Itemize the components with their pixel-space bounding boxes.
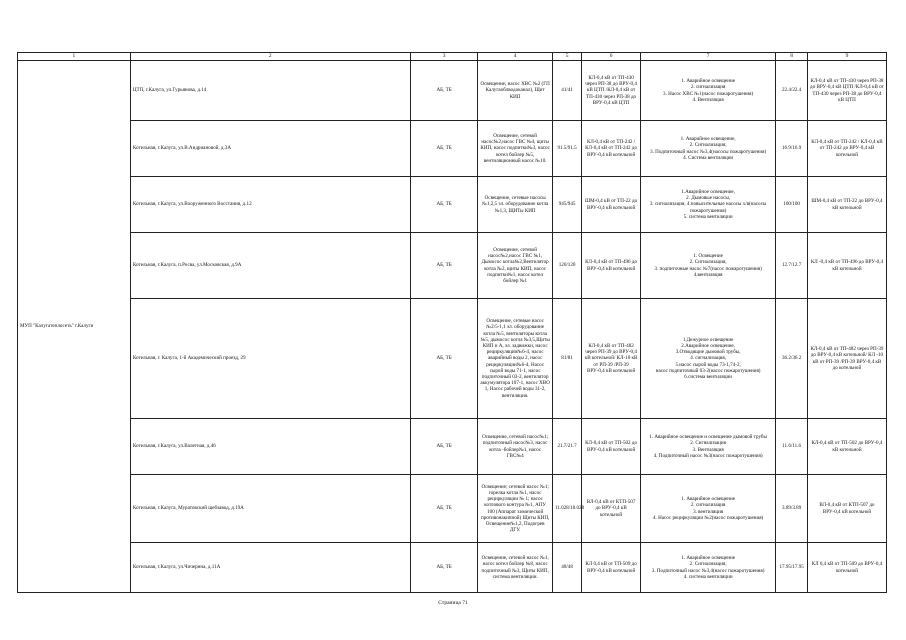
facility-name-cell: Котельная, г.Калуга, Муратовский щебзавод, д.19А [130,475,410,543]
header-cell-3: 3 [410,53,478,61]
tb-power-cell: 36.2/36.2 [776,299,808,419]
emergency-consumers-cell: 1. Освещение 2. Сигнализация, 3. подпиточные насос №7(насос пожаротушения) 4.вентиляция [640,233,775,299]
tb-power-cell: 100/100 [776,177,808,233]
tb-supply-scheme-cell: КЛ 0,4 кВ от ТП-509 до ВРУ-0,4 котельной [807,543,886,593]
tb-supply-scheme-cell: КЛ-0,4 кВ от ТП-502 до ВРУ-0,4 кВ котельной [807,419,886,475]
equipment-cell: Освещение, сетевые насос №2/5-1,1 эл. оборудование котла №5, вентиляторы котла №5, дымосос котла №3,5,Щиты КИП и А, эл. задвижки, насос рециркуляции№6-4, насос аварийный воды 2, насос рециркуляции№6-4, Насос сырой воды 71-1, насос подпиточный 03-2, вентилятор аккумулятора 107-1, насос ХВО 1, Насос рабочей воды 31-2, вентиляция. [478,299,552,419]
power-cell: 120/120 [552,233,581,299]
power-cell: 21.7/21.7 [552,419,581,475]
tb-supply-scheme-cell: КЛ -0,4 кВ от ТП-496 до ВРУ-0,4 кВ котельной [807,233,886,299]
header-row [18,53,887,61]
page-footer: Страница 71 [438,600,468,606]
emergency-consumers-cell: 1.Аварийное освещение, 2. Дымовые насосы, 3. сигнализация, 4.повысительные насосы х/в(насосы пожаротушения) 5. система вентиляции [640,177,775,233]
emergency-consumers-cell: 1. Аварийное освещение 2. сигнализация 3. Насос ХВС №1(насос пожаротушения) 4. Вентиляция [640,61,775,121]
facility-name-cell: Котельная, г.Калуга, ул.Чичерина, д.11А [130,543,410,593]
power-cell: 91.5/91.5 [552,121,581,177]
supply-scheme-cell: КЛ-0,4 кВ от ТП-502 до ВРУ-0,4 кВ котельной [582,419,641,475]
category-cell: АБ, ТБ [410,419,478,475]
supply-scheme-cell: КЛ-0,4 кВ от ТП-496 до ВРУ-0,4 кВ котельной [582,233,641,299]
facility-name-cell: Котельная, г. Калуга, 1-й Академический проезд, 29 [130,299,410,419]
emergency-consumers-cell: 1. Аварийное освещение 2. Сигнализация, 3. Подпиточный насос №3,4(насос пожаротушения) 4. система вентиляции [640,543,775,593]
equipment-table [17,52,887,593]
organization-cell: МУП "Калугатеплосеть" г.Калуги [18,61,131,593]
category-cell: АБ, ТБ [410,475,478,543]
equipment-cell: Освещение; насос ХВС №2 (ГП Калугаоблводоканал), Щит КИП [478,61,552,121]
supply-scheme-cell: КЛ 0,4 кВ от ТП-509 до ВРУ-0,4 кВ котельной [582,543,641,593]
equipment-cell: Освещение, сетевой насос№1; подпиточный насос№3, насос котла -бойлер№1, насос ГВС№4 [478,419,552,475]
tb-power-cell: 22.4/22.4 [776,61,808,121]
facility-name-cell: Котельная, г.Калуга, п.Росва, ул.Московская, д.9А [130,233,410,299]
tb-supply-scheme-cell: КЛ-0,4 кВ от ТП-242 / КЛ-0,4 кВ от ТП-242 до ВРУ-0,4 кВ котельной [807,121,886,177]
header-cell-6: 6 [582,53,641,61]
equipment-cell: Освещение, сетевой насос №1, насос котел бойлер №8, насос подпиточный №3, Щиты КИП, система вентиляции. [478,543,552,593]
power-cell: 945/945 [552,177,581,233]
power-cell: 48/48 [552,543,581,593]
supply-scheme-cell: КЛ-0,4 кВ от ТП-242 / КЛ-0,4 кВ от ТП-242 до ВРУ-0,4 кВ котельной [582,121,641,177]
supply-scheme-cell: ВЛ-0,4 кВ от КТП-507 до ВРУ-0,4 кВ котельной [582,475,641,543]
table-row [18,121,887,177]
header-cell-9: 9 [807,53,886,61]
tb-power-cell: 16.9/16.9 [776,121,808,177]
emergency-consumers-cell: 1. Аварийное освещение, 2. Сигнализация, 3. Подпиточный насос №3,4(насосы пожаротушения) 4. Система вентиляции [640,121,775,177]
tb-supply-scheme-cell: ВЛ-0,4 кВ от КТП-507 до ВРУ-0,4 кВ котельной [807,475,886,543]
supply-scheme-cell: КЛ-0,4 кВ от ТП-482 через РП-39 до ВРУ-0,4 кВ котельной/ КЛ-10 кВ от РП-39 /РП-39 ВРУ-0,4 кВ котельной [582,299,641,419]
table-row [18,233,887,299]
header-cell-1: 1 [18,53,131,61]
table-row [18,177,887,233]
category-cell: АБ, ТБ [410,543,478,593]
table-row [18,419,887,475]
equipment-cell: Освещение, сетевые насосы №1,2,5 эл. оборудование котла №1,3, ЩИТы КИП [478,177,552,233]
table-row [18,61,887,121]
facility-name-cell: Котельная, г.Калуга, ул.Вооруженного Восстания, д.12 [130,177,410,233]
table-row [18,475,887,543]
table-row [18,299,887,419]
tb-supply-scheme-cell: КЛ-0,4 кВ от ТП-430 через РП-38 до ВРУ-0,4 кВ ЦТП /КЛ-0,4 кВ от ТП-430 через РП-38 до ВРУ-0,4 кВ ЦТП [807,61,886,121]
category-cell: АБ, ТБ [410,61,478,121]
header-cell-7: 7 [640,53,775,61]
category-cell: АБ, ТБ [410,233,478,299]
header-cell-5: 5 [552,53,581,61]
supply-scheme-cell: ШМ-0,4 кВ от ТП-22 до ВРУ-0,4 кВ котельной [582,177,641,233]
emergency-consumers-cell: 1. Аварийное освещение 2. сигнализация 3. вентиляция 4. Насос рециркуляции №2(насос пожаротушения) [640,475,775,543]
header-cell-2: 2 [130,53,410,61]
equipment-cell: Освещение, сетевой насос№2,насос ГВС №1, Дымосос котла№2,Вентилятор котла №2, щиты КИП, насос подпитки№1, насос котел бойлер №1 [478,233,552,299]
category-cell: АБ, ТБ [410,177,478,233]
table-row [18,543,887,593]
equipment-cell: Освещение; сетевой насос №1; горелка котла №1, насос рециркуляции № 1; насос котлового контура №1, АПУ 100 (Аппарат химической противонакипной) Щиты КИП, Освещение№1,2, Подогрев ДГУ. [478,475,552,543]
power-cell: 41/41 [552,61,581,121]
facility-name-cell: Котельная, г.Калуга, ул.В.Андриановой, д.3А [130,121,410,177]
supply-scheme-cell: КЛ-0,4 кВ от ТП-430 через РП-38 до ВРУ-0,4 кВ ЦТП /КЛ-0,4 кВ от ТП-430 через РП-38 до ВРУ-0,4 кВ ЦТП [582,61,641,121]
power-cell: 11.028/18.028 [552,475,581,543]
facility-name-cell: Котельная, г.Калуга, ул.Валетная, д.46 [130,419,410,475]
tb-supply-scheme-cell: ШМ-0,4 кВ от ТП-22 до ВРУ-0,4 кВ котельной [807,177,886,233]
tb-power-cell: 3.89/3.89 [776,475,808,543]
facility-name-cell: ЦТП, г.Калуга, ул.Гурьянова, д.14 [130,61,410,121]
equipment-cell: Освещение, сетевой насос№2,насос ГВС №4, щиты КИП, насос подпитки№3, насос котел бойлер №5, вентиляционный насос №10. [478,121,552,177]
tb-power-cell: 17.95/17.95 [776,543,808,593]
tb-power-cell: 12.7/12.7 [776,233,808,299]
header-cell-4: 4 [478,53,552,61]
power-cell: 81/81 [552,299,581,419]
category-cell: АБ, ТБ [410,121,478,177]
emergency-consumers-cell: 1.Дежурное освещение 2.Аварийное освещение, 3.Отводящие дымовой трубы, 4. сигнализация, 5.насос сырой воды 73-1,74-2, насос подпиточный 03-2(насос пожаротушения) 6.система вентиляции [640,299,775,419]
tb-power-cell: 11.6/11.6 [776,419,808,475]
emergency-consumers-cell: 1. Аварийное освещение и освещение дымовой трубы 2. Сигнализация 3. Вентиляция 4. Подпиточный насос №3(насос пожаротушения) [640,419,775,475]
header-cell-8: 8 [776,53,808,61]
category-cell: АБ, ТБ [410,299,478,419]
tb-supply-scheme-cell: КЛ-0,4 кВ от ТП-482 через РП-39 до ВРУ-0,4 кВ котельной/ КЛ -10 кВ от РП-39 /РП-39 ВРУ-0,4 кВ до котельной [807,299,886,419]
